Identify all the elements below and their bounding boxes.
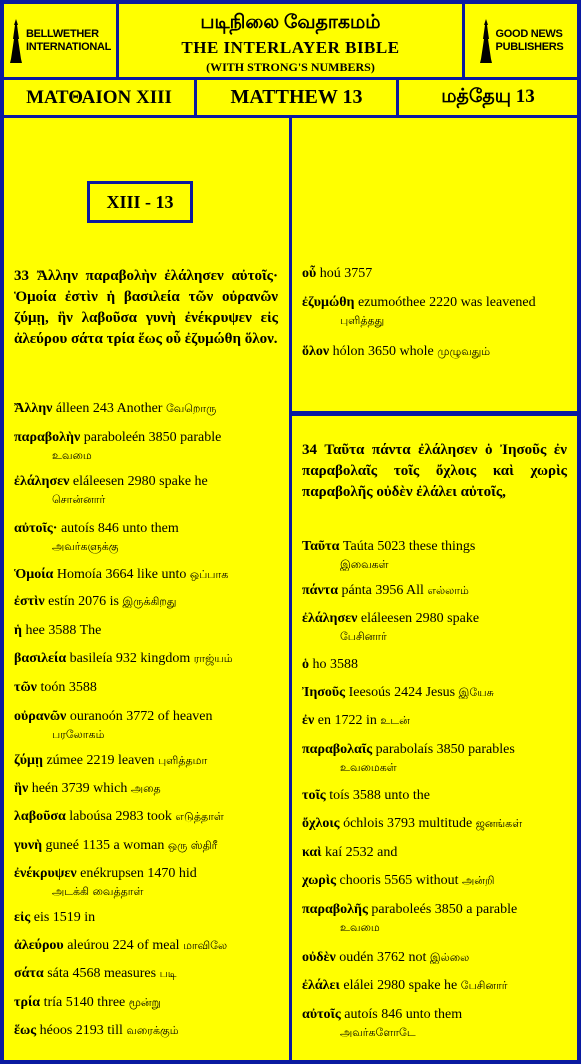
tamil-gloss: அன்றி: [462, 874, 495, 887]
greek-word: ἐλάλει: [302, 978, 340, 993]
transliteration-strongs-english: Ieesoús 2424 Jesus: [348, 685, 456, 700]
word-entry: [14, 473, 278, 509]
word-entry: [14, 429, 278, 465]
transliteration-strongs-english: eláleesen 2980 spake: [360, 611, 480, 626]
greek-word: παραβολαῖς: [302, 742, 373, 757]
greek-word: αὐτοῖς: [302, 1007, 341, 1022]
greek-word: ἐλάλησεν: [14, 474, 70, 489]
tamil-gloss: உவமை: [52, 449, 92, 462]
word-entry: [302, 844, 567, 862]
greek-word: εἰς: [14, 910, 31, 925]
tower-icon: [9, 19, 23, 63]
greek-word: παραβολὴν: [14, 430, 81, 445]
title-main: THE INTERLAYER BIBLE: [181, 38, 400, 57]
word-entry: [14, 708, 278, 744]
transliteration-strongs-english: parabolaís 3850 parables: [375, 742, 515, 757]
transliteration-strongs-english: laboúsa 2983 took: [69, 809, 172, 824]
transliteration-strongs-english: ho 3588: [312, 657, 358, 672]
word-entry: [14, 752, 278, 770]
transliteration-strongs-english: sáta 4568 measures: [47, 966, 157, 981]
tamil-gloss: மூன்று: [128, 996, 161, 1009]
transliteration-strongs-english: héoos 2193 till: [39, 1023, 123, 1038]
greek-word: ὄχλοις: [302, 816, 340, 831]
transliteration-strongs-english: elálei 2980 spake he: [343, 978, 458, 993]
transliteration-strongs-english: chooris 5565 without: [339, 873, 459, 888]
transliteration-strongs-english: ouranoón 3772 of heaven: [69, 709, 213, 724]
tamil-gloss: உடன்: [380, 714, 410, 727]
greek-word: λαβοῦσα: [14, 809, 66, 824]
word-entry: [302, 712, 567, 730]
greek-word: Ταῦτα: [302, 539, 340, 554]
tamil-gloss: பேசினார்: [460, 979, 508, 992]
word-entry: [302, 977, 567, 995]
greek-word: ζύμῃ: [14, 753, 43, 768]
tamil-gloss: படி: [159, 967, 177, 980]
tamil-gloss: அவர்களுக்கு: [52, 540, 119, 553]
word-entry: [14, 400, 278, 418]
word-entry: [302, 1006, 567, 1042]
transliteration-strongs-english: ezumoóthee 2220 was leavened: [357, 295, 536, 310]
greek-word: τοῖς: [302, 788, 326, 803]
transliteration-strongs-english: heén 3739 which: [31, 781, 128, 796]
transliteration-strongs-english: enékrupsen 1470 hid: [80, 866, 197, 881]
transliteration-strongs-english: tría 5140 three: [43, 995, 126, 1010]
title-tamil: படிநிலை வேதாகமம்: [200, 12, 381, 33]
book-tamil: மத்தேயு 13: [399, 80, 577, 115]
tamil-gloss: இயேசு: [458, 686, 494, 699]
word-entry: [302, 610, 567, 646]
word-entry: [14, 808, 278, 826]
left-logo-line2: INTERNATIONAL: [25, 40, 112, 53]
bellwether-logo-box: [4, 4, 116, 77]
transliteration-strongs-english: toís 3588 unto the: [329, 788, 430, 803]
word-entry: [302, 787, 567, 805]
greek-word: οὐδὲν: [302, 950, 336, 965]
word-entry: [302, 872, 567, 890]
transliteration-strongs-english: aleúrou 224 of meal: [67, 938, 180, 953]
greek-word: ἣν: [14, 781, 29, 796]
tamil-gloss: புளித்தது: [340, 314, 385, 327]
greek-word: Ἰησοῦς: [302, 685, 346, 700]
title-box: [119, 4, 462, 77]
tamil-gloss: உவமை: [340, 921, 380, 934]
greek-word: ἐνέκρυψεν: [14, 866, 77, 881]
word-entry: [14, 1022, 278, 1040]
chapter-badge: XIII - 13: [87, 181, 193, 223]
goodnews-logo-box: [465, 4, 577, 77]
greek-word: ἐν: [302, 713, 315, 728]
verse-33-text: 33 Ἄλλην παραβολὴν ἐλάλησεν αὐτοῖς· Ὁμοία ἐστὶν ἡ βασιλεία τῶν οὐρανῶν ζύμῃ, ἣν λαβοῦσα γυνὴ ἐνέκρυψεν εἰς ἀλεύρου σάτα τρία ἕως οὗ ἐζυμώθη ὅλον.: [14, 268, 278, 347]
word-entry: [302, 949, 567, 967]
greek-word: Ἄλλην: [14, 401, 53, 416]
book-english: MATTHEW 13: [197, 80, 396, 115]
word-entry: [14, 650, 278, 668]
greek-word: ἐζυμώθη: [302, 295, 355, 310]
word-entry: [302, 684, 567, 702]
word-entry: [302, 294, 567, 330]
transliteration-strongs-english: toón 3588: [40, 680, 97, 695]
tamil-gloss: உவமைகள்: [340, 761, 397, 774]
greek-word: καὶ: [302, 845, 322, 860]
tamil-gloss: வேறொரு: [165, 402, 217, 415]
greek-word: γυνὴ: [14, 838, 43, 853]
transliteration-strongs-english: oudén 3762 not: [339, 950, 427, 965]
transliteration-strongs-english: basileía 932 kingdom: [69, 651, 191, 666]
tamil-gloss: அதை: [130, 782, 161, 795]
tamil-gloss: பரலோகம்: [52, 728, 105, 741]
greek-word: Ὁμοία: [14, 567, 54, 582]
word-entry: [14, 994, 278, 1012]
word-entry: [302, 901, 567, 937]
transliteration-strongs-english: estín 2076 is: [48, 594, 119, 609]
tamil-gloss: ராஜ்யம்: [193, 652, 233, 665]
greek-word: βασιλεία: [14, 651, 67, 666]
word-entry: [302, 343, 567, 361]
tamil-gloss: ஒப்பாக: [189, 568, 229, 581]
greek-word: ὁ: [302, 657, 309, 672]
word-entry: [302, 656, 567, 674]
greek-word: αὐτοῖς·: [14, 521, 58, 536]
transliteration-strongs-english: eis 1519 in: [33, 910, 96, 925]
transliteration-strongs-english: hoú 3757: [319, 266, 373, 281]
greek-word: ἀλεύρου: [14, 938, 64, 953]
right-logo-line1: GOOD NEWS: [495, 27, 563, 40]
verse-34-text: 34 Ταῦτα πάντα ἐλάλησεν ὁ Ἰησοῦς ἐν παραβολαῖς τοῖς ὄχλοις καὶ χωρὶς παραβολῆς οὐδὲν ἐλάλει αὐτοῖς,: [302, 442, 567, 500]
greek-word: πάντα: [302, 583, 339, 598]
tamil-gloss: இருக்கிறது: [122, 595, 177, 608]
word-entry: [302, 815, 567, 833]
transliteration-strongs-english: guneé 1135 a woman: [45, 838, 165, 853]
title-subtitle: (WITH STRONG'S NUMBERS): [206, 60, 375, 74]
transliteration-strongs-english: hólon 3650 whole: [332, 344, 434, 359]
transliteration-strongs-english: kaí 2532 and: [325, 845, 398, 860]
word-entry: [14, 520, 278, 556]
transliteration-strongs-english: zúmee 2219 leaven: [46, 753, 155, 768]
word-entry: [302, 538, 567, 574]
greek-word: ἡ: [14, 623, 22, 638]
tamil-gloss: அவர்களோடே: [340, 1026, 416, 1039]
transliteration-strongs-english: eláleesen 2980 spake he: [72, 474, 208, 489]
tamil-gloss: அடக்கி வைத்தாள்: [52, 885, 144, 898]
word-entry: [14, 937, 278, 955]
tamil-gloss: ஒரு ஸ்திரீ: [167, 839, 218, 852]
word-entry: [302, 582, 567, 600]
transliteration-strongs-english: paraboleén 3850 parable: [83, 430, 222, 445]
word-entry: [14, 965, 278, 983]
tamil-gloss: பேசினார்: [340, 630, 387, 643]
tamil-gloss: இல்லை: [429, 951, 470, 964]
greek-word: χωρὶς: [302, 873, 337, 888]
greek-word: τρία: [14, 995, 41, 1010]
word-entry: [14, 679, 278, 697]
transliteration-strongs-english: pánta 3956 All: [341, 583, 424, 598]
tamil-gloss: இவைகள்: [340, 558, 389, 571]
transliteration-strongs-english: óchlois 3793 multitude: [343, 816, 473, 831]
word-entry: [14, 622, 278, 640]
right-logo-line2: PUBLISHERS: [495, 40, 564, 53]
greek-word: ἕως: [14, 1023, 37, 1038]
word-entry: [302, 265, 567, 283]
tamil-gloss: ஜனங்கள்: [475, 817, 523, 830]
greek-word: οὗ: [302, 266, 317, 281]
word-entry: [14, 780, 278, 798]
greek-word: ἐστὶν: [14, 594, 45, 609]
word-entry: [14, 909, 278, 927]
transliteration-strongs-english: autoís 846 unto them: [60, 521, 179, 536]
tamil-gloss: எல்லாம்: [427, 584, 469, 597]
transliteration-strongs-english: paraboleés 3850 a parable: [371, 902, 518, 917]
greek-word: τῶν: [14, 680, 37, 695]
transliteration-strongs-english: álleen 243 Another: [55, 401, 163, 416]
greek-word: παραβολῆς: [302, 902, 368, 917]
tamil-gloss: முழுவதும்: [437, 345, 491, 358]
greek-word: οὐρανῶν: [14, 709, 67, 724]
book-greek: ΜΑΤΘΑΙΟΝ XIII: [4, 80, 194, 115]
tamil-gloss: மாவிலே: [183, 939, 228, 952]
tamil-gloss: புளித்தமா: [158, 754, 208, 767]
word-entry: [14, 593, 278, 611]
transliteration-strongs-english: en 1722 in: [317, 713, 377, 728]
transliteration-strongs-english: Homoía 3664 like unto: [56, 567, 187, 582]
tower-icon: [479, 19, 493, 63]
greek-word: ὅλον: [302, 344, 330, 359]
word-entry: [14, 865, 278, 901]
word-entry: [302, 741, 567, 777]
transliteration-strongs-english: hee 3588 The: [25, 623, 102, 638]
left-logo-line1: BELLWETHER: [25, 27, 99, 40]
greek-word: ἐλάλησεν: [302, 611, 358, 626]
transliteration-strongs-english: autoís 846 unto them: [344, 1007, 463, 1022]
word-entry: [14, 566, 278, 584]
tamil-gloss: சொன்னார்: [52, 493, 106, 506]
transliteration-strongs-english: Taúta 5023 these things: [342, 539, 476, 554]
greek-word: σάτα: [14, 966, 44, 981]
tamil-gloss: எடுத்தாள்: [175, 810, 224, 823]
tamil-gloss: வரைக்கும்: [126, 1024, 179, 1037]
word-entry: [14, 837, 278, 855]
